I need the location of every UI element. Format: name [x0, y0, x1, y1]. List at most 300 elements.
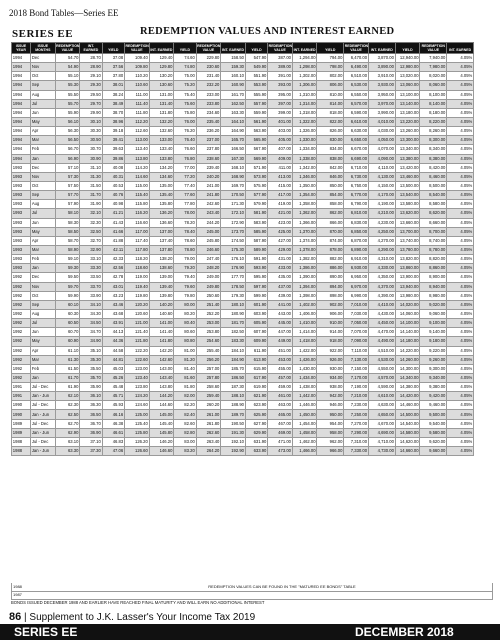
issue-month-cell: Oct [31, 291, 56, 300]
value-cell: 1,438.00 [292, 383, 317, 392]
value-cell: 119.00 [124, 273, 149, 282]
value-cell: 31.50 [80, 181, 102, 190]
value-cell: 58.70 [55, 236, 80, 245]
value-cell: 4.05% [447, 172, 474, 181]
value-cell: 413.00 [268, 172, 293, 181]
value-cell: 34.70 [80, 328, 102, 337]
value-cell: 4.05% [447, 90, 474, 99]
issue-year-cell: 1993 [12, 264, 31, 273]
value-cell: 165.70 [221, 136, 246, 145]
value-cell: 4,570.00 [368, 373, 395, 382]
column-header: INT. EARNED [149, 43, 174, 54]
value-cell: 6,830.00 [344, 218, 369, 227]
issue-year-cell: 1993 [12, 255, 31, 264]
value-cell: 601.90 [245, 300, 267, 309]
value-cell: 77.00 [174, 163, 196, 172]
value-cell: 4,450.00 [368, 319, 395, 328]
column-header: YIELD [317, 43, 344, 54]
value-cell: 1,402.00 [292, 300, 317, 309]
value-cell: 260.20 [196, 401, 221, 410]
value-cell: 4,290.00 [368, 245, 395, 254]
issue-year-cell: 1991 [12, 392, 31, 401]
value-cell: 1,430.00 [292, 364, 317, 373]
value-cell: 252.20 [196, 309, 221, 318]
value-cell: 248.20 [196, 264, 221, 273]
value-cell: 8,540.00 [420, 191, 447, 200]
issue-month-cell: Mar [31, 136, 56, 145]
value-cell: 599.90 [245, 291, 267, 300]
value-cell: 13,540.00 [395, 191, 420, 200]
value-cell: 465.00 [268, 410, 293, 419]
value-cell: 33.90 [80, 291, 102, 300]
value-cell: 4,410.00 [368, 300, 395, 309]
value-cell: 160.90 [221, 81, 246, 90]
value-cell: 115.40 [124, 191, 149, 200]
value-cell: 569.90 [245, 154, 267, 163]
value-cell: 1,298.00 [292, 63, 317, 72]
value-cell: 47.06 [102, 447, 124, 456]
value-cell: 6,510.00 [344, 72, 369, 81]
value-cell: 135.80 [149, 200, 174, 209]
value-cell: 143.00 [149, 364, 174, 373]
value-cell: 60.70 [55, 328, 80, 337]
value-cell: 411.00 [268, 163, 293, 172]
value-cell: 136.60 [149, 218, 174, 227]
value-cell: 232.20 [196, 81, 221, 90]
value-cell: 463.00 [268, 401, 293, 410]
value-cell: 62.10 [55, 392, 80, 401]
value-cell: 1,366.00 [292, 218, 317, 227]
value-cell: 1,338.00 [292, 154, 317, 163]
value-cell: 4,150.00 [368, 181, 395, 190]
value-cell: 3,990.00 [368, 108, 395, 117]
value-cell: 8,660.00 [420, 218, 447, 227]
value-cell: 55.70 [55, 99, 80, 108]
value-cell: 186.50 [221, 373, 246, 382]
value-cell: 4.05% [447, 117, 474, 126]
value-cell: 32.50 [80, 227, 102, 236]
value-cell: 60.90 [55, 337, 80, 346]
value-cell: 14,380.00 [395, 383, 420, 392]
value-cell: 954.00 [317, 419, 344, 428]
running-head: 2018 Bond Tables—Series EE [9, 8, 119, 18]
table-row [12, 218, 491, 227]
value-cell: 116.20 [124, 209, 149, 218]
value-cell: 56.50 [55, 136, 80, 145]
value-cell: 910.00 [317, 319, 344, 328]
value-cell: 966.00 [317, 447, 344, 456]
value-cell: 1,390.00 [292, 273, 317, 282]
value-cell: 56.90 [55, 154, 80, 163]
issue-year-cell: 1989 [12, 428, 31, 437]
table-row [12, 264, 491, 273]
value-cell: 7,270.00 [344, 419, 369, 428]
value-cell: 1,418.00 [292, 337, 317, 346]
value-cell: 3,910.00 [368, 72, 395, 81]
value-cell: 591.90 [245, 255, 267, 264]
issue-year-cell: 1994 [12, 90, 31, 99]
value-cell: 31.10 [80, 163, 102, 172]
value-cell: 14,500.00 [395, 410, 420, 419]
value-cell: 14,100.00 [395, 319, 420, 328]
value-cell: 162.50 [221, 99, 246, 108]
value-cell: 393.00 [268, 81, 293, 90]
value-cell: 595.90 [245, 273, 267, 282]
value-cell: 1,350.00 [292, 181, 317, 190]
column-header: INT. EARNED [368, 43, 395, 54]
value-cell: 4,370.00 [368, 282, 395, 291]
value-cell: 40.31 [102, 172, 124, 181]
value-cell: 7,310.00 [344, 437, 369, 446]
value-cell: 14,260.00 [395, 355, 420, 364]
value-cell: 433.00 [268, 264, 293, 273]
value-cell: 230.60 [196, 63, 221, 72]
issue-year-cell: 1992 [12, 273, 31, 282]
value-cell: 112.60 [124, 127, 149, 136]
value-cell: 164.90 [221, 127, 246, 136]
value-cell: 4,690.00 [368, 428, 395, 437]
value-cell: 4.05% [447, 383, 474, 392]
issue-month-cell: May [31, 337, 56, 346]
value-cell: 13,300.00 [395, 136, 420, 145]
value-cell: 123.80 [124, 383, 149, 392]
value-cell: 13,900.00 [395, 273, 420, 282]
column-header: YIELD [245, 43, 267, 54]
value-cell: 423.00 [268, 218, 293, 227]
value-cell: 175.30 [221, 245, 246, 254]
value-cell: 139.00 [149, 273, 174, 282]
value-cell: 146.20 [149, 437, 174, 446]
value-cell: 38.49 [102, 99, 124, 108]
value-cell: 46.16 [102, 410, 124, 419]
value-cell: 7,150.00 [344, 364, 369, 373]
value-cell: 1,466.00 [292, 447, 317, 456]
value-cell: 120.60 [124, 309, 149, 318]
value-cell: 4,510.00 [368, 346, 395, 355]
issue-month-cell: Dec [31, 273, 56, 282]
value-cell: 242.60 [196, 200, 221, 209]
value-cell: 130.20 [149, 72, 174, 81]
value-cell: 1,346.00 [292, 172, 317, 181]
value-cell: 806.00 [317, 81, 344, 90]
value-cell: 7,210.00 [344, 392, 369, 401]
issue-month-cell: Jul - Dec [31, 383, 56, 392]
value-cell: 4.05% [447, 328, 474, 337]
value-cell: 120.20 [124, 300, 149, 309]
value-cell: 233.80 [196, 99, 221, 108]
value-cell: 14,620.00 [395, 437, 420, 446]
series-title: SERIES EE [12, 28, 74, 40]
value-cell: 133.40 [149, 145, 174, 154]
value-cell: 7,090.00 [344, 337, 369, 346]
bonds-maturity-note: BONDS ISSUED DECEMBER 1988 AND EARLIER HAVE REACHED FINAL MATURITY AND WILL EARN NO ADDITIONAL INTEREST [11, 600, 265, 605]
table-row [12, 364, 491, 373]
table-row [12, 227, 491, 236]
value-cell: 176.90 [221, 264, 246, 273]
value-cell: 950.00 [317, 410, 344, 419]
issue-year-cell: 1988 [12, 437, 31, 446]
value-cell: 810.00 [317, 90, 344, 99]
value-cell: 4,010.00 [368, 117, 395, 126]
value-cell: 471.00 [268, 437, 293, 446]
value-cell: 8,060.00 [420, 81, 447, 90]
value-cell: 4,550.00 [368, 364, 395, 373]
value-cell: 9,060.00 [420, 309, 447, 318]
value-cell: 597.90 [245, 282, 267, 291]
value-cell: 117.80 [124, 245, 149, 254]
value-cell: 6,910.00 [344, 255, 369, 264]
value-cell: 37.08 [102, 54, 124, 63]
value-cell: 818.00 [317, 108, 344, 117]
value-cell: 4.05% [447, 447, 474, 456]
value-cell: 7,050.00 [344, 319, 369, 328]
value-cell: 59.70 [55, 282, 80, 291]
value-cell: 631.90 [245, 437, 267, 446]
value-cell: 1,462.00 [292, 437, 317, 446]
value-cell: 136.20 [149, 209, 174, 218]
value-cell: 244.20 [196, 218, 221, 227]
value-cell: 6,650.00 [344, 136, 369, 145]
value-cell: 407.00 [268, 145, 293, 154]
table-row [12, 163, 491, 172]
value-cell: 139.80 [149, 291, 174, 300]
value-cell: 13,500.00 [395, 181, 420, 190]
value-cell: 183.30 [221, 337, 246, 346]
value-cell: 9,260.00 [420, 355, 447, 364]
value-cell: 4,110.00 [368, 163, 395, 172]
value-cell: 13,060.00 [395, 81, 420, 90]
value-cell: 1,362.00 [292, 209, 317, 218]
value-cell: 7,130.00 [344, 355, 369, 364]
value-cell: 946.00 [317, 401, 344, 410]
value-cell: 181.70 [221, 319, 246, 328]
column-header: YIELD [102, 43, 124, 54]
value-cell: 115.80 [124, 200, 149, 209]
value-cell: 239.40 [196, 163, 221, 172]
value-cell: 7,010.00 [344, 300, 369, 309]
column-header: INT. EARNED [447, 43, 474, 54]
issue-month-cell: Jan [31, 264, 56, 273]
value-cell: 555.90 [245, 90, 267, 99]
value-cell: 39.63 [102, 145, 124, 154]
column-header: REDEMPTION VALUE [56, 44, 80, 52]
value-cell: 9,180.00 [420, 337, 447, 346]
value-cell: 80.40 [174, 319, 196, 328]
value-cell: 575.90 [245, 181, 267, 190]
value-cell: 846.00 [317, 172, 344, 181]
value-cell: 33.70 [80, 282, 102, 291]
value-cell: 878.00 [317, 245, 344, 254]
value-cell: 58.10 [55, 209, 80, 218]
value-cell: 76.60 [174, 145, 196, 154]
value-cell: 116.60 [124, 218, 149, 227]
value-cell: 13,860.00 [395, 264, 420, 273]
value-cell: 930.00 [317, 364, 344, 373]
value-cell: 190.50 [221, 419, 246, 428]
value-cell: 81.80 [174, 383, 196, 392]
value-cell: 8,300.00 [420, 136, 447, 145]
value-cell: 59.50 [55, 273, 80, 282]
value-cell: 246.60 [196, 245, 221, 254]
value-cell: 593.90 [245, 264, 267, 273]
value-cell: 874.00 [317, 236, 344, 245]
column-header: REDEMPTION VALUE [268, 44, 293, 52]
table-row [12, 355, 491, 364]
table-row [12, 300, 491, 309]
value-cell: 236.20 [196, 127, 221, 136]
value-cell: 4,630.00 [368, 401, 395, 410]
value-cell: 4,330.00 [368, 264, 395, 273]
value-cell: 8,420.00 [420, 163, 447, 172]
column-header: REDEMPTION VALUE [421, 44, 445, 52]
value-cell: 453.00 [268, 355, 293, 364]
value-cell: 4.05% [447, 54, 474, 63]
value-cell: 76.40 [174, 136, 196, 145]
value-cell: 78.80 [174, 245, 196, 254]
value-cell: 8,140.00 [420, 99, 447, 108]
value-cell: 4.05% [447, 191, 474, 200]
value-cell: 1,330.00 [292, 136, 317, 145]
value-cell: 4,650.00 [368, 410, 395, 419]
issue-month-cell: Oct [31, 181, 56, 190]
value-cell: 1,342.00 [292, 163, 317, 172]
value-cell: 133.80 [149, 154, 174, 163]
value-cell: 4.05% [447, 108, 474, 117]
value-cell: 180.90 [221, 309, 246, 318]
value-cell: 35.50 [80, 364, 102, 373]
value-cell: 1,378.00 [292, 245, 317, 254]
table-row [12, 319, 491, 328]
value-cell: 117.40 [124, 236, 149, 245]
table-row [12, 245, 491, 254]
value-cell: 60.10 [55, 300, 80, 309]
issue-month-cell: Jul [31, 319, 56, 328]
column-header: INT. EARNED [80, 43, 102, 54]
value-cell: 264.20 [196, 447, 221, 456]
value-cell: 625.90 [245, 410, 267, 419]
issue-month-cell: Apr [31, 127, 56, 136]
value-cell: 32.30 [80, 218, 102, 227]
value-cell: 3,870.00 [368, 54, 395, 63]
value-cell: 9,620.00 [420, 437, 447, 446]
value-cell: 62.50 [55, 410, 80, 419]
value-cell: 455.00 [268, 364, 293, 373]
value-cell: 251.40 [196, 300, 221, 309]
value-cell: 914.00 [317, 328, 344, 337]
value-cell: 78.00 [174, 209, 196, 218]
value-cell: 59.10 [55, 255, 80, 264]
value-cell: 9,460.00 [420, 401, 447, 410]
value-cell: 4,390.00 [368, 291, 395, 300]
value-cell: 4.05% [447, 428, 474, 437]
value-cell: 34.50 [80, 319, 102, 328]
value-cell: 119.80 [124, 291, 149, 300]
value-cell: 9,580.00 [420, 428, 447, 437]
value-cell: 8,180.00 [420, 108, 447, 117]
value-cell: 61.70 [55, 373, 80, 382]
issue-year-cell: 1994 [12, 81, 31, 90]
value-cell: 605.90 [245, 319, 267, 328]
value-cell: 122.60 [124, 355, 149, 364]
value-cell: 36.90 [80, 428, 102, 437]
table-row [12, 255, 491, 264]
value-cell: 4.05% [447, 136, 474, 145]
issue-month-cell: Jan - Jun [31, 428, 56, 437]
issue-month-cell: Jan [31, 154, 56, 163]
issue-year-cell: 1993 [12, 191, 31, 200]
value-cell: 118.60 [124, 264, 149, 273]
value-cell: 557.90 [245, 99, 267, 108]
value-cell: 14,660.00 [395, 447, 420, 456]
issue-year-cell: 1994 [12, 117, 31, 126]
table-row [12, 99, 491, 108]
value-cell: 255.40 [196, 346, 221, 355]
value-cell: 4.05% [447, 319, 474, 328]
value-cell: 45.93 [102, 401, 124, 410]
value-cell: 131.80 [149, 108, 174, 117]
table-row [12, 309, 491, 318]
value-cell: 82.40 [174, 410, 196, 419]
value-cell: 13,780.00 [395, 245, 420, 254]
value-cell: 57.90 [55, 200, 80, 209]
value-cell: 4.05% [447, 419, 474, 428]
value-cell: 261.00 [196, 410, 221, 419]
value-cell: 4.05% [447, 273, 474, 282]
table-row [12, 401, 491, 410]
issue-year-cell: 1992 [12, 355, 31, 364]
value-cell: 38.24 [102, 90, 124, 99]
value-cell: 62.70 [55, 419, 80, 428]
issue-year-cell: 1993 [12, 200, 31, 209]
value-cell: 240.20 [196, 172, 221, 181]
value-cell: 842.00 [317, 163, 344, 172]
value-cell: 4,130.00 [368, 172, 395, 181]
value-cell: 1,406.00 [292, 309, 317, 318]
value-cell: 4,230.00 [368, 218, 395, 227]
value-cell: 44.58 [102, 346, 124, 355]
value-cell: 4,490.00 [368, 337, 395, 346]
value-cell: 894.00 [317, 282, 344, 291]
value-cell: 187.30 [221, 383, 246, 392]
band-date-label: DECEMBER 2018 [355, 625, 454, 639]
value-cell: 79.60 [174, 282, 196, 291]
value-cell: 4,050.00 [368, 136, 395, 145]
value-cell: 391.00 [268, 72, 293, 81]
value-cell: 6,750.00 [344, 181, 369, 190]
value-cell: 938.00 [317, 383, 344, 392]
issue-month-cell: Jul [31, 209, 56, 218]
value-cell: 7,290.00 [344, 428, 369, 437]
value-cell: 798.00 [317, 63, 344, 72]
value-cell: 57.70 [55, 191, 80, 200]
value-cell: 40.76 [102, 191, 124, 200]
value-cell: 55.10 [55, 72, 80, 81]
value-cell: 435.00 [268, 273, 293, 282]
page-footer [9, 611, 255, 623]
value-cell: 633.90 [245, 447, 267, 456]
value-cell: 4,350.00 [368, 273, 395, 282]
value-cell: 177.70 [221, 273, 246, 282]
value-cell: 7,940.00 [420, 54, 447, 63]
issue-month-cell: Apr [31, 236, 56, 245]
value-cell: 427.00 [268, 236, 293, 245]
table-row [12, 291, 491, 300]
value-cell: 4.05% [447, 373, 474, 382]
value-cell: 55.50 [55, 90, 80, 99]
value-cell: 6,870.00 [344, 236, 369, 245]
value-cell: 607.90 [245, 328, 267, 337]
table-row [12, 154, 491, 163]
